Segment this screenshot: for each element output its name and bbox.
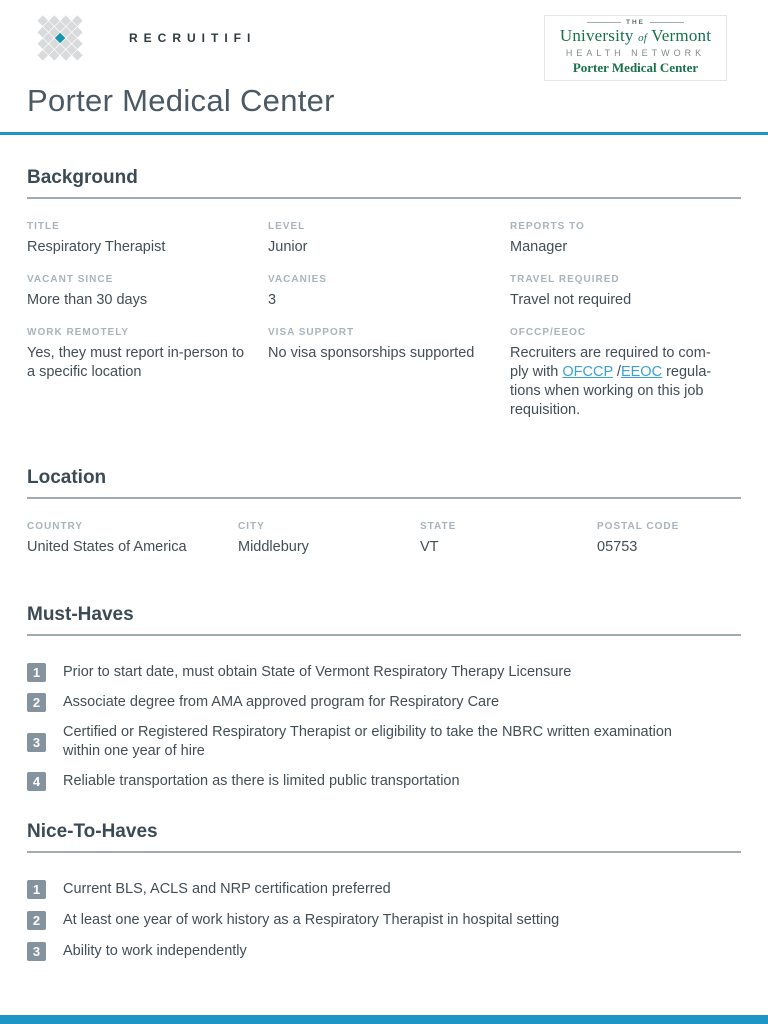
uvm-vermont-word: Vermont <box>651 26 712 45</box>
uvm-health-network-logo <box>544 15 727 81</box>
field-travel-required <box>510 274 741 310</box>
page-title: Porter Medical Center <box>27 83 335 118</box>
field-value: Junior <box>268 239 308 255</box>
section-must-haves <box>27 604 741 791</box>
field-value: 05753 <box>597 539 638 555</box>
recruitifi-logo-icon <box>33 13 91 63</box>
item-text <box>63 772 460 791</box>
title-divider <box>0 132 768 135</box>
nice-to-haves-list <box>27 880 741 961</box>
list-item <box>27 880 741 899</box>
location-heading: Location <box>27 467 107 488</box>
field-label: STATE <box>420 521 457 532</box>
item-text-line: Current BLS, ACLS and NRP certification preferred <box>63 881 391 897</box>
item-text-line: Certified or Registered Respiratory Therapist or eligibility to take the NBRC written examination <box>63 724 672 740</box>
field-label: VACANT SINCE <box>27 274 114 285</box>
uvm-health-network-line: HEALTH NETWORK <box>565 48 706 58</box>
background-heading: Background <box>27 167 138 188</box>
location-fields <box>27 521 741 574</box>
item-number-badge: 2 <box>27 693 46 712</box>
ofccp-text: ply with <box>510 364 563 380</box>
field-label: TITLE <box>27 221 60 232</box>
field-title <box>27 221 268 257</box>
field-label: VACANIES <box>268 274 327 285</box>
page-footer-bar <box>0 1015 768 1024</box>
section-background <box>27 167 741 437</box>
field-label: VISA SUPPORT <box>268 327 355 338</box>
nice-to-haves-heading: Nice-To-Haves <box>27 821 158 842</box>
field-state <box>420 521 597 557</box>
item-number-badge: 1 <box>27 880 46 899</box>
field-label: OFCCP/EEOC <box>510 327 587 338</box>
field-value: Manager <box>510 239 568 255</box>
item-text <box>63 942 247 961</box>
field-ofccp-eeoc <box>510 327 741 420</box>
field-label: COUNTRY <box>27 521 84 532</box>
section-nice-to-haves <box>27 821 741 961</box>
ofccp-text: regula- <box>662 364 712 380</box>
field-label: LEVEL <box>268 221 306 232</box>
field-value-line: tions when working on this job <box>510 383 704 399</box>
field-value-line: Yes, they must report in-person to <box>27 345 245 361</box>
item-text <box>63 663 571 682</box>
field-value: More than 30 days <box>27 292 148 308</box>
list-item <box>27 942 741 961</box>
ofccp-link[interactable]: OFCCP <box>562 364 613 380</box>
uvm-of-word: of <box>638 32 648 44</box>
field-label: CITY <box>238 521 265 532</box>
item-text <box>63 693 499 712</box>
field-value-line: a specific location <box>27 364 142 380</box>
field-value-line: Recruiters are required to com- <box>510 345 711 361</box>
ofccp-text: / <box>612 364 621 380</box>
field-value: Respiratory Therapist <box>27 239 166 255</box>
must-haves-heading: Must-Haves <box>27 604 134 625</box>
item-text <box>63 723 672 761</box>
field-city <box>238 521 420 557</box>
document-body <box>0 167 768 961</box>
item-number-badge: 1 <box>27 663 46 682</box>
uvm-porter-medical-center-line: Porter Medical Center <box>572 60 699 75</box>
field-vacancies <box>268 274 510 310</box>
field-value: Middlebury <box>238 539 309 555</box>
list-item <box>27 723 741 761</box>
field-visa-support <box>268 327 510 420</box>
list-item <box>27 772 741 791</box>
field-label: TRAVEL REQUIRED <box>510 274 620 285</box>
page-header <box>0 0 768 75</box>
field-value: 3 <box>268 292 277 308</box>
background-fields <box>27 221 741 437</box>
uvm-the-text: THE <box>626 19 645 26</box>
item-number-badge: 2 <box>27 911 46 930</box>
uvm-university-line <box>551 27 720 47</box>
recruitifi-wordmark: RECRUITIFI <box>129 31 257 45</box>
list-item <box>27 663 741 682</box>
section-location <box>27 467 741 574</box>
field-label: WORK REMOTELY <box>27 327 130 338</box>
field-vacant-since <box>27 274 268 310</box>
item-text <box>63 880 391 899</box>
field-value: United States of America <box>27 539 187 555</box>
item-text-line: Ability to work independently <box>63 943 247 959</box>
item-text-line: Reliable transportation as there is limited public transportation <box>63 773 460 789</box>
section-divider <box>27 851 741 853</box>
list-item <box>27 693 741 712</box>
item-number-badge: 3 <box>27 733 46 752</box>
logo-rule-left <box>587 22 621 23</box>
item-text-line: Associate degree from AMA approved program for Respiratory Care <box>63 694 500 710</box>
field-value: No visa sponsorships supported <box>268 345 475 361</box>
field-label: POSTAL CODE <box>597 521 680 532</box>
eeoc-link[interactable]: EEOC <box>620 364 663 380</box>
item-number-badge: 3 <box>27 942 46 961</box>
uvm-logo-the <box>551 19 720 26</box>
uvm-university-word: University <box>559 26 634 45</box>
logo-rule-right <box>650 22 684 23</box>
field-value-line: requisition. <box>510 402 581 418</box>
field-postal-code <box>597 521 741 557</box>
field-value: Travel not required <box>510 292 632 308</box>
item-text <box>63 911 559 930</box>
section-divider <box>27 197 741 199</box>
list-item <box>27 911 741 930</box>
section-divider <box>27 634 741 636</box>
recruitifi-brand <box>33 13 256 63</box>
field-value-line <box>510 363 741 382</box>
item-text-line: At least one year of work history as a Respiratory Therapist in hospital setting <box>63 912 560 928</box>
field-label: REPORTS TO <box>510 221 585 232</box>
item-text-line: within one year of hire <box>63 743 205 759</box>
field-reports-to <box>510 221 741 257</box>
section-divider <box>27 497 741 499</box>
item-number-badge: 4 <box>27 772 46 791</box>
item-text-line: Prior to start date, must obtain State of Vermont Respiratory Therapy Licensure <box>63 664 572 680</box>
field-value: VT <box>420 539 439 555</box>
field-level <box>268 221 510 257</box>
must-haves-list <box>27 663 741 791</box>
field-work-remotely <box>27 327 268 420</box>
field-country <box>27 521 238 557</box>
